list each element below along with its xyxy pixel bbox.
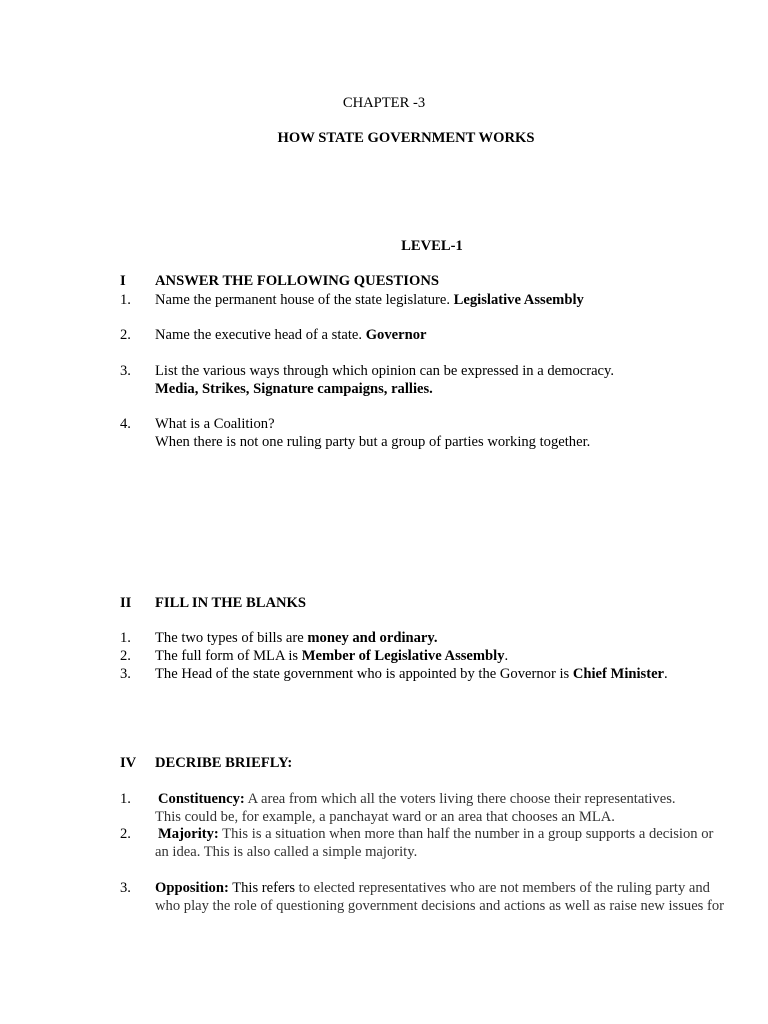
describe-3-term: Opposition:	[155, 880, 229, 896]
section-4-heading: DECRIBE BRIEFLY:	[155, 755, 293, 771]
page-title: HOW STATE GOVERNMENT WORKS	[277, 130, 535, 146]
blank-2	[155, 647, 508, 665]
blank-2-answer: Member of Legislative Assembly	[301, 648, 505, 664]
describe-1-number: 1.	[120, 791, 131, 807]
blank-3-end: .	[664, 666, 668, 682]
blank-3-answer: Chief Minister	[572, 666, 665, 682]
blank-1	[155, 629, 438, 647]
question-3-answer: Media, Strikes, Signature campaigns, rallies.	[155, 381, 433, 397]
describe-1-line-2: This could be, for example, a panchayat ward or an area that chooses an MLA.	[155, 809, 615, 825]
question-4-number: 4.	[120, 416, 131, 432]
section-1-numeral: I	[120, 273, 126, 289]
describe-2-line-2: an idea. This is also called a simple majority.	[155, 844, 418, 860]
blank-2-text: The full form of MLA is	[155, 648, 302, 664]
question-4-text: What is a Coalition?	[155, 416, 275, 432]
level-label: LEVEL-1	[401, 238, 463, 254]
describe-1-term: Constituency:	[158, 791, 245, 807]
blank-2-end: .	[504, 648, 509, 664]
question-4-answer: When there is not one ruling party but a group of parties working together.	[155, 434, 591, 450]
blank-3	[155, 665, 668, 683]
question-1-answer: Legislative Assembly	[453, 292, 584, 308]
question-2-answer: Governor	[365, 327, 427, 343]
describe-3-line-2: who play the role of questioning government decisions and actions as well as raise new issues for	[155, 898, 725, 914]
blank-1-number: 1.	[120, 630, 131, 646]
describe-2-number: 2.	[120, 826, 131, 842]
describe-2-term: Majority:	[158, 826, 219, 842]
blank-3-number: 3.	[120, 666, 131, 682]
blank-1-text: The two types of bills are	[155, 630, 308, 646]
question-2-text: Name the executive head of a state.	[155, 327, 366, 343]
question-1-text: Name the permanent house of the state legislature.	[155, 292, 454, 308]
section-4-numeral: IV	[120, 755, 137, 771]
describe-3-definition-b: to elected representatives who are not members of the ruling party and	[298, 880, 710, 896]
question-2	[155, 326, 427, 344]
chapter-label: CHAPTER -3	[342, 95, 426, 111]
describe-1-line-1	[158, 790, 676, 808]
describe-3-number: 3.	[120, 880, 131, 896]
section-2-numeral: II	[120, 595, 132, 611]
blank-1-answer: money and ordinary.	[307, 630, 438, 646]
describe-2-line-1	[158, 825, 713, 843]
describe-3-line-1	[155, 879, 710, 897]
section-1-heading: ANSWER THE FOLLOWING QUESTIONS	[155, 273, 439, 289]
section-2-heading: FILL IN THE BLANKS	[155, 595, 306, 611]
describe-1-definition: A area from which all the voters living there choose their representatives.	[244, 791, 676, 807]
describe-2-definition: This is a situation when more than half the number in a group supports a decision or	[218, 826, 714, 842]
question-3-text: List the various ways through which opinion can be expressed in a democracy.	[155, 363, 615, 379]
blank-3-text: The Head of the state government who is appointed by the Governor is	[155, 666, 573, 682]
question-1-number: 1.	[120, 292, 131, 308]
question-1	[155, 291, 584, 309]
blank-2-number: 2.	[120, 648, 131, 664]
question-2-number: 2.	[120, 327, 131, 343]
describe-3-definition-a: This refers	[228, 880, 299, 896]
question-3-number: 3.	[120, 363, 131, 379]
